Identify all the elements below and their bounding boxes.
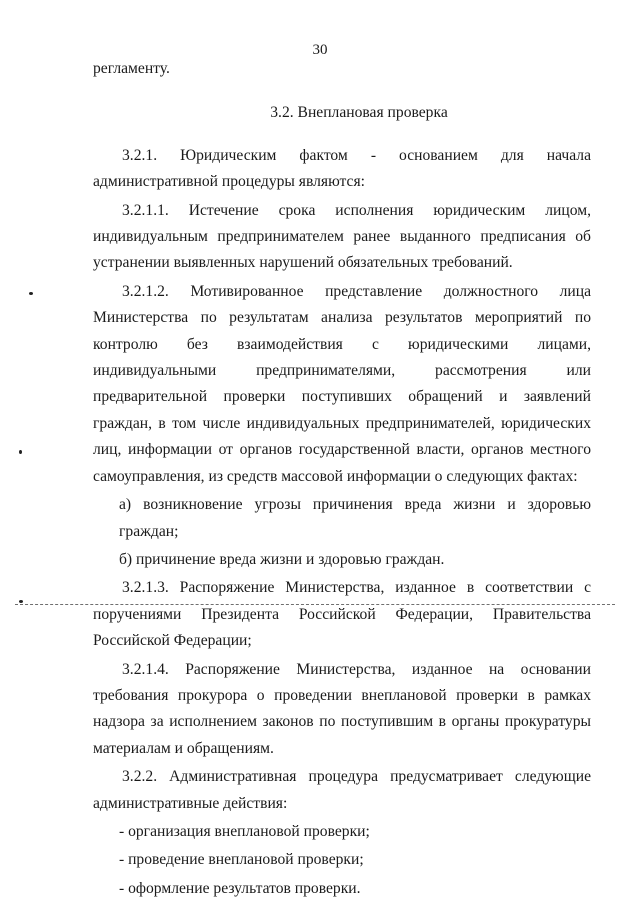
- lead-text: регламенту.: [93, 60, 170, 77]
- paragraph-3-2-1: 3.2.1. Юридическим фактом - основанием для начала административной процедуры являются:: [93, 146, 591, 191]
- paragraph-3-2-1-2: 3.2.1.2. Мотивированное представление должностного лица Министерства по результатам анализа результатов мероприятий по контролю без взаимодействия с юридическими лицами, индивидуальными предпринимателями, рассмотрения или предварительной проверки поступивших обращений и заявлений граждан, в том числе индивидуальных предпринимателей, юридических лиц, информации от органов государственной власти, органов местного самоуправления, из средств массовой информации о следующих фактах:: [93, 282, 591, 485]
- action-item: - организация внеплановой проверки;: [119, 822, 370, 840]
- paragraph-3-2-1-3: 3.2.1.3. Распоряжение Министерства, изданное в соответствии с поручениями Президента Российской Федерации, Правительства Российской Федерации;: [93, 579, 591, 650]
- page-number: 30: [312, 42, 328, 58]
- document-body: [93, 56, 591, 902]
- scan-speck: [19, 600, 23, 603]
- section-heading: 3.2. Внеплановая проверка: [270, 104, 448, 122]
- scan-speck: [29, 292, 33, 295]
- action-item: - проведение внеплановой проверки;: [119, 851, 364, 869]
- list-item-b: б) причинение вреда жизни и здоровью граждан.: [119, 550, 445, 568]
- paragraph-3-2-1-1: 3.2.1.1. Истечение срока исполнения юридическим лицом, индивидуальным предпринимателем ранее выданного предписания об устранении выявленных нарушений обязательных требований.: [93, 201, 591, 272]
- list-item-a: а) возникновение угрозы причинения вреда жизни и здоровью граждан;: [119, 496, 591, 540]
- scan-fold-line: [15, 604, 615, 605]
- scan-speck: [19, 450, 22, 454]
- paragraph-3-2-1-4: 3.2.1.4. Распоряжение Министерства, изданное на основании требования прокурора о проведении внеплановой проверки в рамках надзора за исполнением законов по поступившим в органы прокуратуры материалам и обращениям.: [93, 660, 591, 757]
- action-item: - оформление результатов проверки.: [119, 879, 361, 897]
- paragraph-3-2-2: 3.2.2. Административная процедура предусматривает следующие административные действия:: [93, 768, 591, 812]
